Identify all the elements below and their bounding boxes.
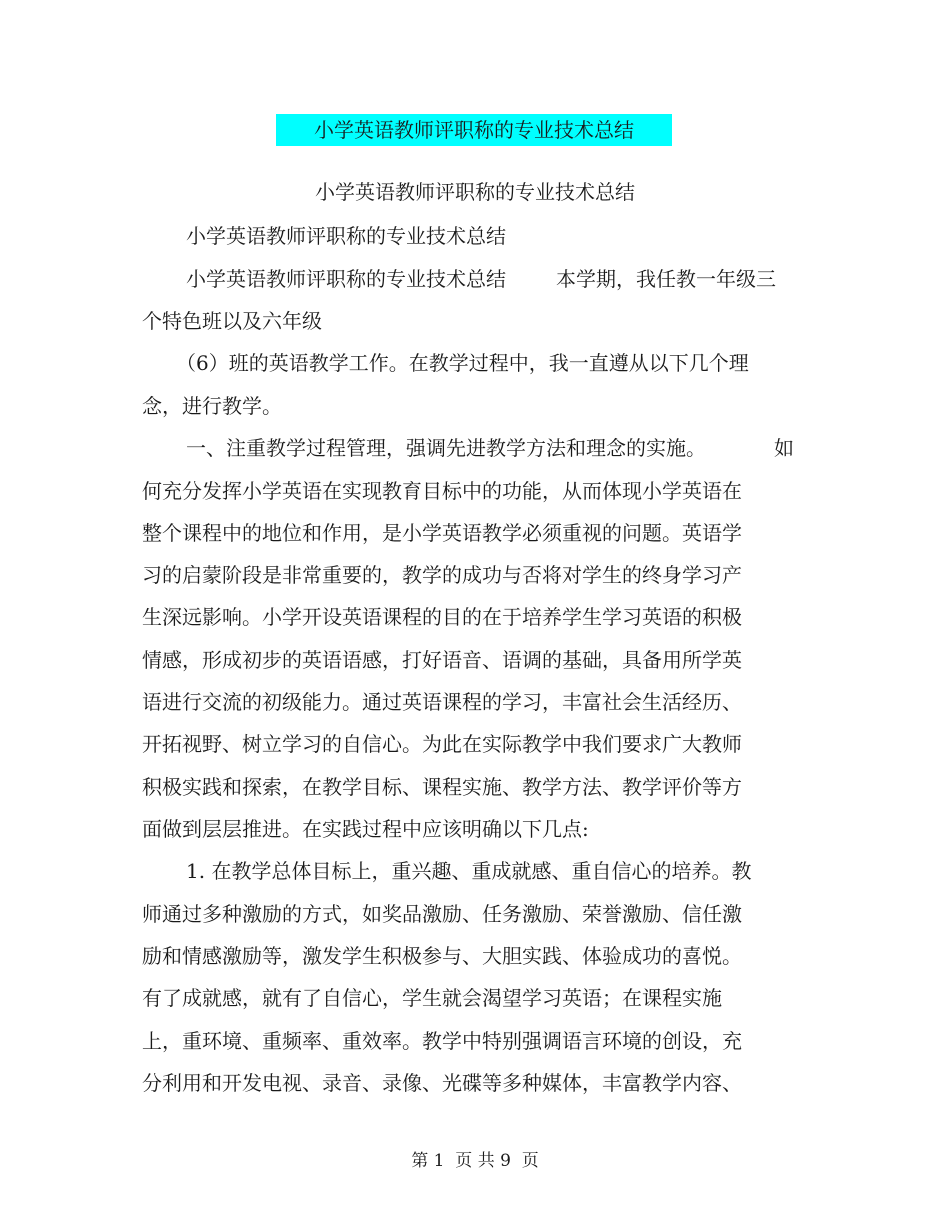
- paragraph-line: 何充分发挥小学英语在实现教育目标中的功能，从而体现小学英语在: [142, 479, 742, 503]
- paragraph-line: （6）班的英语教学工作。在教学过程中，我一直遵从以下几个理: [176, 351, 749, 375]
- paragraph-line: 小学英语教师评职称的专业技术总结: [186, 224, 506, 248]
- paragraph-line: 师通过多种激励的方式，如奖品激励、任务激励、荣誉激励、信任激: [142, 902, 742, 926]
- page-number-footer: 第 1 页 共 9 页: [411, 1151, 539, 1171]
- paragraph-line: 念，进行教学。: [142, 394, 282, 418]
- paragraph-line: 个特色班以及六年级: [142, 309, 322, 333]
- paragraph-line: 如: [774, 436, 794, 460]
- paragraph-line: 励和情感激励等，激发学生积极参与、大胆实践、体验成功的喜悦。: [142, 944, 742, 968]
- section-heading: 一、注重教学过程管理，强调先进教学方法和理念的实施。: [186, 436, 706, 460]
- paragraph-line: 上，重环境、重频率、重效率。教学中特别强调语言环境的创设，充: [142, 1029, 742, 1053]
- paragraph-line: 有了成就感，就有了自信心，学生就会渴望学习英语；在课程实施: [142, 986, 722, 1010]
- paragraph-line: 面做到层层推进。在实践过程中应该明确以下几点:: [142, 817, 589, 841]
- paragraph-line: 本学期，我任教一年级三: [556, 267, 776, 291]
- highlighted-title: 小学英语教师评职称的专业技术总结: [276, 114, 672, 146]
- paragraph-line: 整个课程中的地位和作用，是小学英语教学必须重视的问题。英语学: [142, 521, 742, 545]
- subtitle: 小学英语教师评职称的专业技术总结: [315, 180, 635, 204]
- paragraph-line: 生深远影响。小学开设英语课程的目的在于培养学生学习英语的积极: [142, 605, 742, 629]
- paragraph-line: 习的启蒙阶段是非常重要的，教学的成功与否将对学生的终身学习产: [142, 563, 742, 587]
- paragraph-line: 积极实践和探索，在教学目标、课程实施、教学方法、教学评价等方: [142, 775, 742, 799]
- paragraph-line: 分利用和开发电视、录音、录像、光碟等多种媒体，丰富教学内容、: [142, 1071, 742, 1095]
- paragraph-line: 开拓视野、树立学习的自信心。为此在实际教学中我们要求广大教师: [142, 732, 742, 756]
- paragraph-line: 情感，形成初步的英语语感，打好语音、语调的基础，具备用所学英: [142, 648, 742, 672]
- paragraph-line: 语进行交流的初级能力。通过英语课程的学习，丰富社会生活经历、: [142, 690, 742, 714]
- paragraph-line: 小学英语教师评职称的专业技术总结: [186, 267, 506, 291]
- paragraph-line: 1. 在教学总体目标上，重兴趣、重成就感、重自信心的培养。教: [186, 859, 752, 883]
